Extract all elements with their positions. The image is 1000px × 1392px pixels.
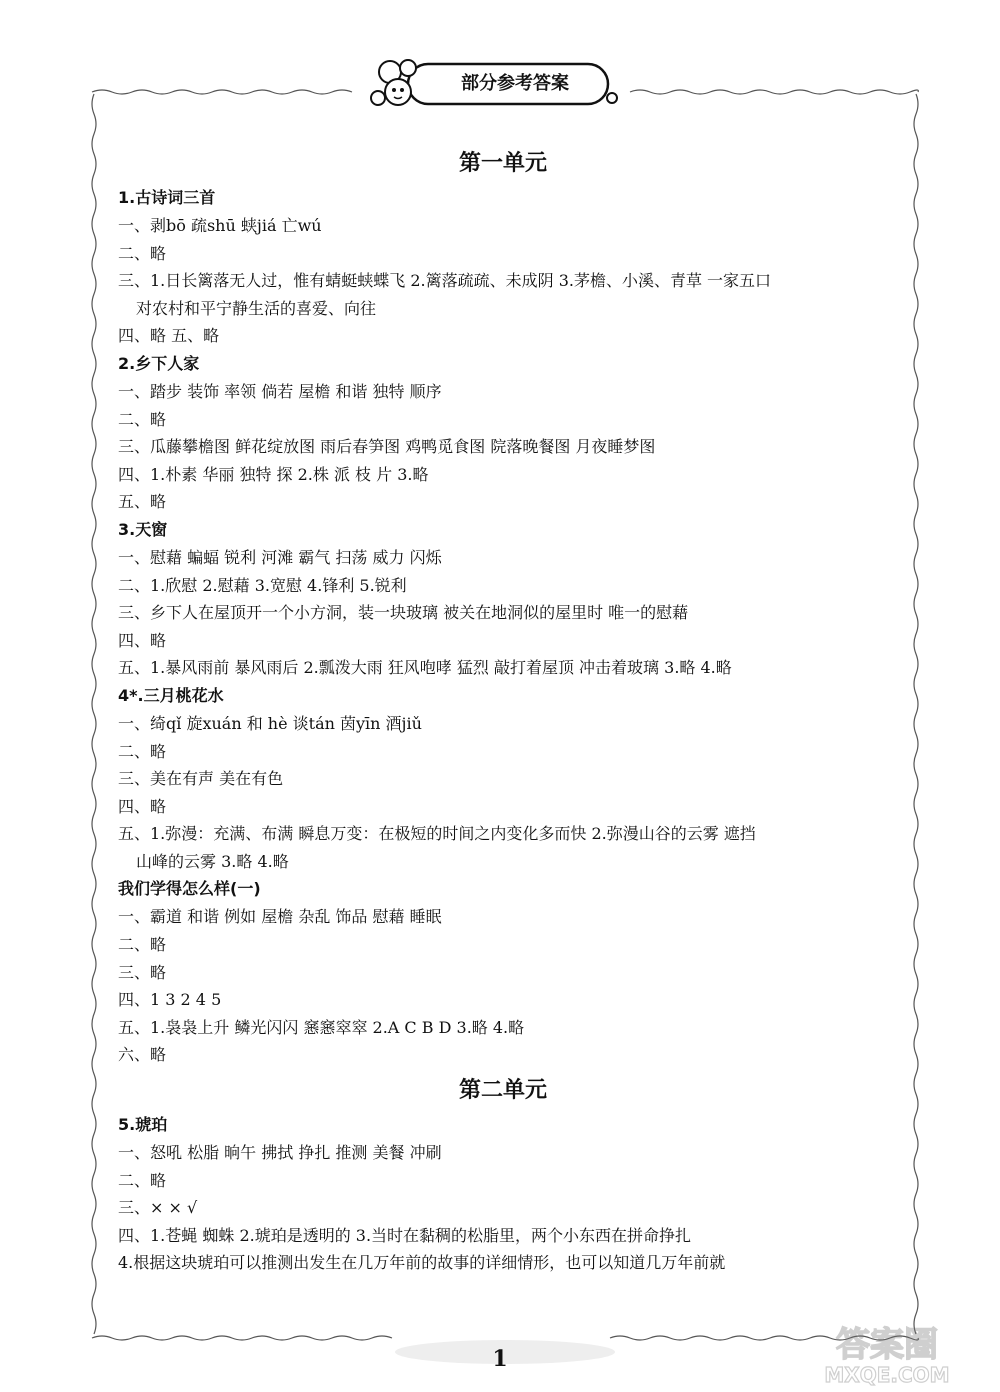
answer-text: 三、略 xyxy=(118,962,167,982)
svg-text:MXQE.COM: MXQE.COM xyxy=(824,1363,950,1387)
answer-line xyxy=(118,433,888,461)
answer-text: 四、略 五、略 xyxy=(118,326,220,346)
answer-line xyxy=(118,599,888,627)
answer-text: 二、略 xyxy=(118,243,167,263)
answer-line xyxy=(118,406,888,434)
answer-text: 三、美在有声 美在有色 xyxy=(118,769,284,789)
watermark-logo xyxy=(792,1318,982,1388)
answer-line xyxy=(118,378,888,406)
answer-line xyxy=(118,738,888,766)
answer-text: 四、1 3 2 4 5 xyxy=(118,990,222,1010)
answer-text: 一、踏步 装饰 率领 倘若 屋檐 和谐 独特 顺序 xyxy=(118,381,442,401)
answer-text: 三、× × √ xyxy=(118,1198,198,1218)
answer-content xyxy=(118,146,888,1277)
answer-text: 一、剥bō 疏shū 蛱jiá 亡wú xyxy=(118,216,322,235)
answer-line xyxy=(118,1167,888,1195)
answer-line xyxy=(118,267,888,322)
answer-text-continued: 对农村和平宁静生活的喜爱、向往 xyxy=(136,298,377,318)
answer-text: 一、怒吼 松脂 晌午 拂拭 挣扎 推测 美餐 冲刷 xyxy=(118,1143,442,1163)
unit-title: 第二单元 xyxy=(458,1078,547,1104)
answer-line xyxy=(118,959,888,987)
answer-line xyxy=(118,931,888,959)
section-title: 我们学得怎么样(一) xyxy=(118,879,261,899)
header-title: 部分参考答案 xyxy=(461,73,569,94)
section-title: 4*.三月桃花水 xyxy=(118,685,224,705)
answer-text: 三、瓜藤攀檐图 鲜花绽放图 雨后春笋图 鸡鸭觅食图 院落晚餐图 月夜睡梦图 xyxy=(118,437,656,457)
answer-text: 四、略 xyxy=(118,796,167,816)
answer-text: 五、1.袅袅上升 鳞光闪闪 窸窸窣窣 2.A C B D 3.略 4.略 xyxy=(118,1017,525,1037)
page-number: 1 xyxy=(492,1346,508,1372)
answer-line xyxy=(118,572,888,600)
answer-line xyxy=(118,1014,888,1042)
section-title: 5.琥珀 xyxy=(118,1115,168,1135)
answer-text: 二、略 xyxy=(118,409,167,429)
answer-text: 六、略 xyxy=(118,1045,167,1065)
answer-line xyxy=(118,903,888,931)
answer-line xyxy=(118,461,888,489)
answer-text: 五、1.暴风雨前 暴风雨后 2.瓢泼大雨 狂风咆哮 猛烈 敲打着屋顶 冲击着玻璃 3.略 4.略 xyxy=(118,658,732,678)
unit-title: 第一单元 xyxy=(458,151,547,176)
answer-text: 五、1.弥漫：充满、布满 瞬息万变：在极短的时间之内变化多而快 2.弥漫山谷的云雾 遮挡 xyxy=(118,824,756,844)
answer-line xyxy=(118,710,888,738)
answer-line xyxy=(118,654,888,682)
answer-line xyxy=(118,1222,888,1250)
answer-text: 五、略 xyxy=(118,492,167,512)
answer-line xyxy=(118,1139,888,1167)
answer-line xyxy=(118,240,888,268)
answer-line xyxy=(118,1194,888,1222)
answer-text: 一、慰藉 蝙蝠 锐利 河滩 霸气 扫荡 威力 闪烁 xyxy=(118,547,442,567)
answer-text: 四、1.朴素 华丽 独特 探 2.株 派 枝 片 3.略 xyxy=(118,464,429,484)
answer-line xyxy=(118,793,888,821)
answer-line xyxy=(118,986,888,1014)
answer-line xyxy=(118,820,888,875)
answer-line xyxy=(118,1041,888,1069)
section-title: 1.古诗词三首 xyxy=(118,188,216,207)
answer-text: 一、霸道 和谐 例如 屋檐 杂乱 饰品 慰藉 睡眠 xyxy=(118,907,442,927)
answer-line xyxy=(118,322,888,350)
answer-text: 4.根据这块琥珀可以推测出发生在几万年前的故事的详细情形，也可以知道几万年前就 xyxy=(118,1253,726,1273)
answer-line xyxy=(118,544,888,572)
answer-text: 三、1.日长篱落无人过，惟有蜻蜓蛱蝶飞 2.篱落疏疏、未成阴 3.茅檐、小溪、青草 一家五口 xyxy=(118,271,772,291)
section-title: 2.乡下人家 xyxy=(118,353,200,373)
answer-line xyxy=(118,1249,888,1277)
answer-line xyxy=(118,212,888,240)
svg-text:答案圈: 答案圈 xyxy=(836,1325,938,1365)
answer-text: 二、略 xyxy=(118,1170,167,1190)
answer-text: 一、绮qǐ 旋xuán 和 hè 谈tán 茵yīn 酒jiǔ xyxy=(118,713,422,733)
answer-line xyxy=(118,627,888,655)
answer-line xyxy=(118,488,888,516)
answer-text: 四、略 xyxy=(118,630,167,650)
answer-text: 二、略 xyxy=(118,741,167,761)
answer-text-continued: 山峰的云雾 3.略 4.略 xyxy=(136,851,289,871)
answer-text: 四、1.苍蝇 蜘蛛 2.琥珀是透明的 3.当时在黏稠的松脂里，两个小东西在拼命挣扎 xyxy=(118,1225,692,1245)
answer-text: 二、1.欣慰 2.慰藉 3.宽慰 4.锋利 5.锐利 xyxy=(118,575,407,595)
answer-text: 三、乡下人在屋顶开一个小方洞，装一块玻璃 被关在地洞似的屋里时 唯一的慰藉 xyxy=(118,603,689,623)
section-title: 3.天窗 xyxy=(118,519,168,539)
answer-text: 二、略 xyxy=(118,935,167,955)
answer-line xyxy=(118,765,888,793)
